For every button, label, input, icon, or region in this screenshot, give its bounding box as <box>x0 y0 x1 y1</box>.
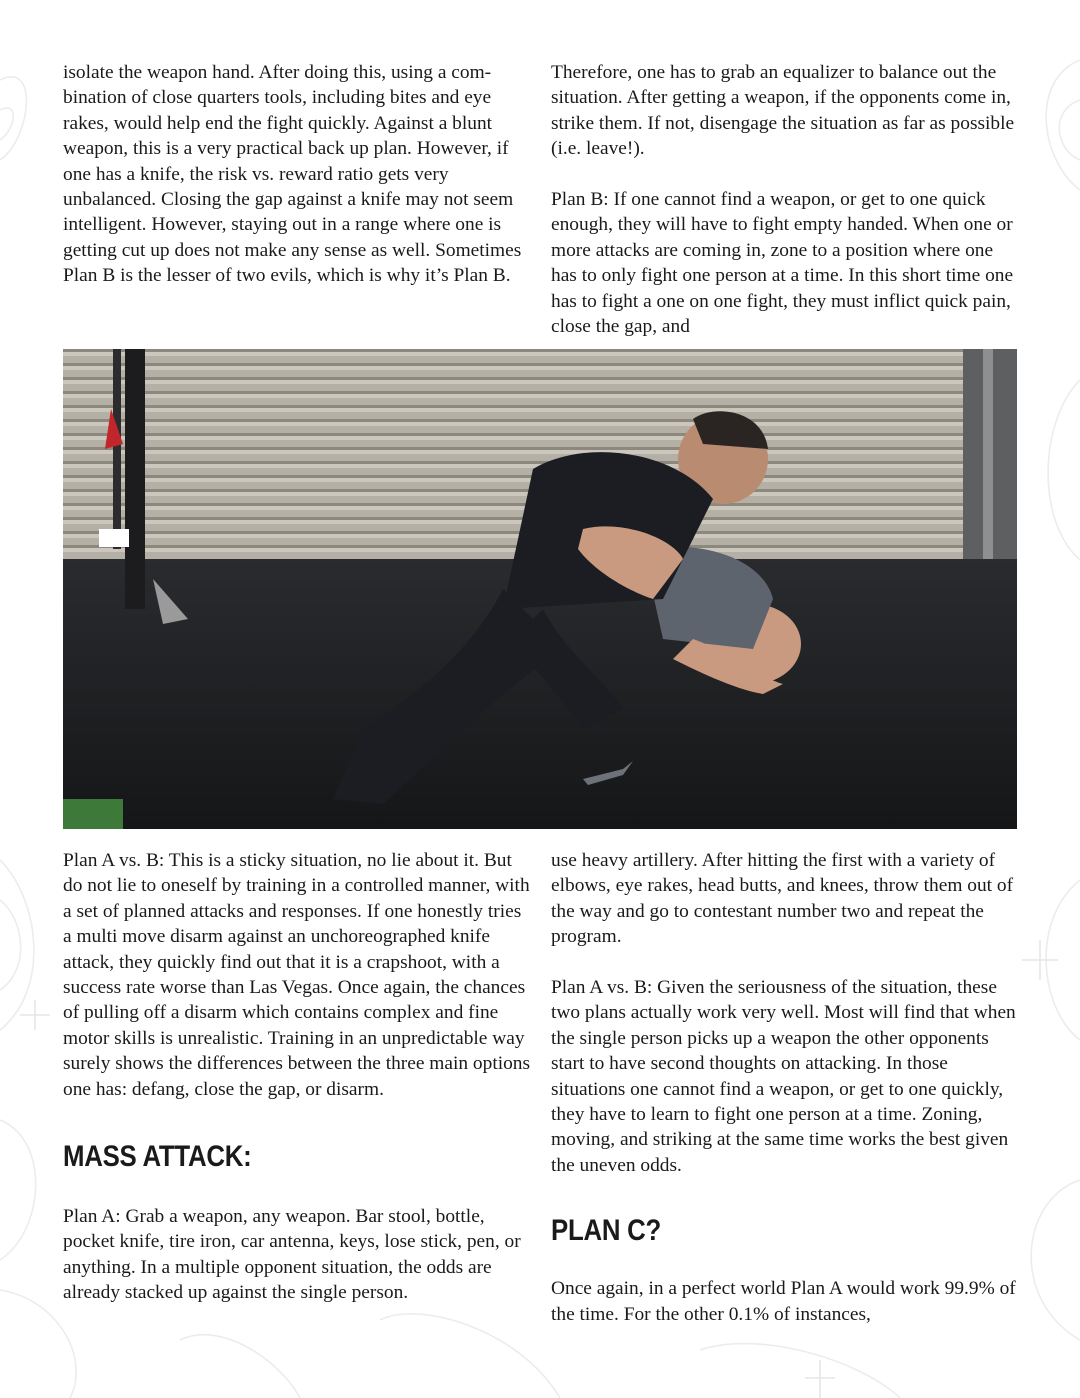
column-bottom-left <box>63 848 533 1306</box>
body-paragraph: Plan A vs. B: Given the seriousness of the situation, these two plans actually work very well. Most will find that when the single person picks up a weapon the other opponents start to have second thoughts on attacking. In those situations one cannot find a weapon, or get to one quickly, they have to learn to fight one person at a time. Zoning, moving, and striking at the same time works the best given the uneven odds. <box>551 977 1016 1176</box>
body-paragraph: use heavy artillery. After hitting the first with a variety of elbows, eye rakes, head butts, and knees, throw them out of the way and go to contestant number two and repeat the program. <box>551 850 1014 948</box>
column-bottom-right <box>551 848 1021 1327</box>
section-heading-mass-attack: MASS ATTACK: <box>63 1140 252 1174</box>
body-paragraph: Plan B: If one cannot find a weapon, or get to one quick enough, they will have to fight empty handed. When one or more attacks are coming in, zone to a position where one has to only fight one person at a time. In this short time one has to fight a one on one fight, they must inflict quick pain, close the gap, and <box>551 189 1014 338</box>
body-paragraph: isolate the weapon hand. After doing this, using a combination of close quarters tools, including bites and eye rakes, would help end the fight quickly. Against a blunt weapon, this is a very practical back up plan. However, if one has a knife, the risk vs. reward ratio gets very unbalanced. Closing the gap against a knife may not seem intelligent. However, staying out in a range where one is getting cut up does not make any sense as well. Sometimes Plan B is the lesser of two evils, which is why it’s Plan B. <box>63 62 522 287</box>
column-top-right <box>551 60 1021 339</box>
body-paragraph: Therefore, one has to grab an equalizer to balance out the situation. After getting a weapon, if the opponents come in, strike them. If not, disengage the situation as far as possible (i.e. leave!). <box>551 62 1015 160</box>
article-photo <box>63 349 1017 829</box>
body-paragraph: Once again, in a perfect world Plan A would work 99.9% of the time. For the other 0.1% of instances, <box>551 1278 1016 1325</box>
column-top-left <box>63 60 533 289</box>
body-paragraph: Plan A: Grab a weapon, any weapon. Bar stool, bottle, pocket knife, tire iron, car antenna, keys, lose stick, pen, or anything. In a multiple opponent situation, the odds are already stacked up against the single person. <box>63 1206 521 1304</box>
section-heading-plan-c: PLAN C? <box>551 1214 661 1248</box>
body-paragraph: Plan A vs. B: This is a sticky situation, no lie about it. But do not lie to oneself by training in a controlled manner, with a set of planned attacks and responses. If one honestly tries a multi move disarm against an unchoreographed knife attack, they quickly find out that it is a crapshoot, with a success rate worse than Las Vegas. Once again, the chances of pulling off a disarm which contains complex and fine motor skills is unrealistic. Training in an unpredictable way surely shows the differences between the three main options one has: defang, close the gap, or disarm. <box>63 850 531 1100</box>
